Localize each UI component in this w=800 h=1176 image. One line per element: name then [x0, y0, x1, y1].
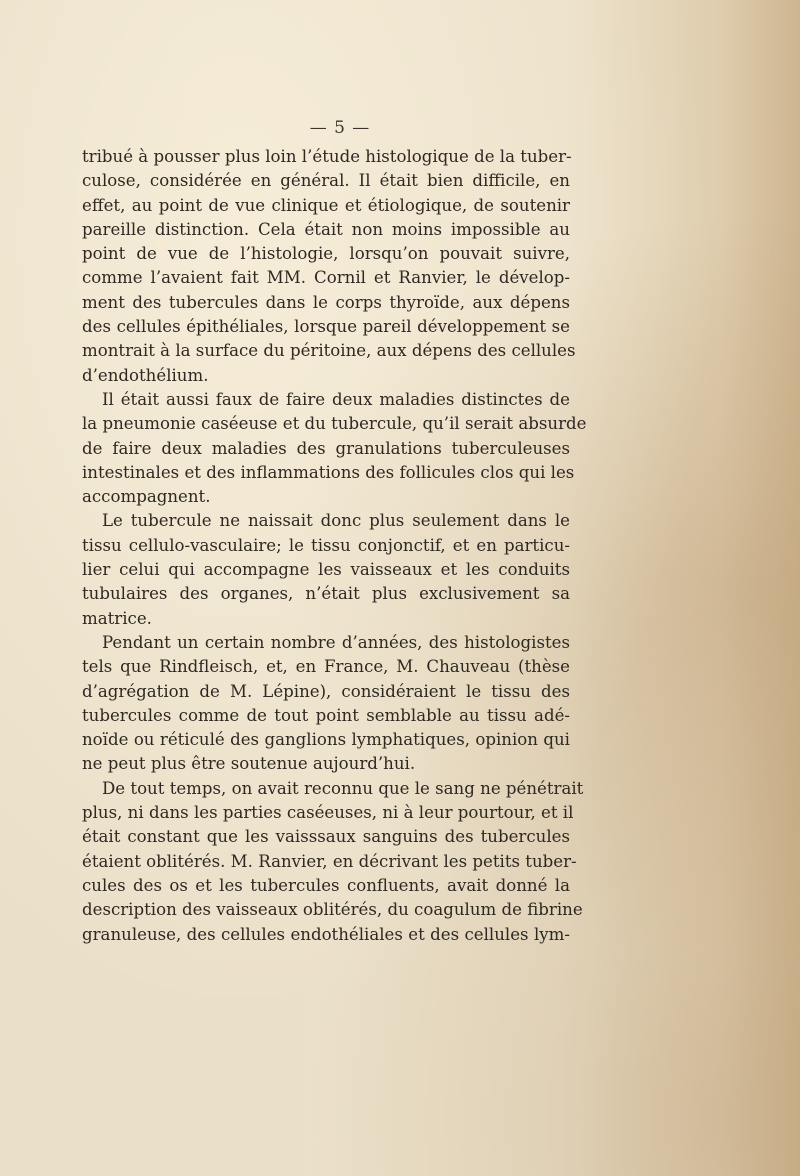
text-line: granuleuse, des cellules endothéliales et des cellules lym-: [82, 924, 570, 944]
text-line: étaient oblitérés. M. Ranvier, en décrivant les petits tuber-: [82, 851, 577, 871]
text-line: culose, considérée en général. Il était bien difficile, en: [82, 171, 570, 191]
text-line: De tout temps, on avait reconnu que le sang ne pénétrait: [102, 778, 584, 798]
text-line: tubercules comme de tout point semblable au tissu adé-: [82, 705, 570, 725]
text-line: Pendant un certain nombre d’années, des histologistes: [102, 632, 570, 652]
text-line: comme l’avaient fait MM. Cornil et Ranvier, le dévelop-: [82, 268, 570, 288]
text-line: noïde ou réticulé des ganglions lymphatiques, opinion qui: [82, 730, 570, 750]
text-line: d’agrégation de M. Lépine), considéraient le tissu des: [82, 681, 570, 701]
text-line: ment des tubercules dans le corps thyroïde, aux dépens: [82, 292, 570, 312]
text-line: Il était aussi faux de faire deux maladies distinctes de: [102, 389, 570, 409]
text-line: matrice.: [82, 608, 152, 628]
text-line: tubulaires des organes, n’était plus exclusivement sa: [82, 584, 570, 604]
text-line: de faire deux maladies des granulations tuberculeuses: [82, 438, 570, 458]
text-line: ne peut plus être soutenue aujourd’hui.: [82, 754, 416, 774]
text-line: effet, au point de vue clinique et étiologique, de soutenir: [82, 195, 570, 215]
text-line: accompagnent.: [82, 487, 211, 507]
text-line: la pneumonie caséeuse et du tubercule, qu’il serait absurde: [82, 414, 587, 434]
page-number: — 5 —: [309, 118, 371, 138]
text-line: description des vaisseaux oblitérés, du coagulum de fibrine: [82, 900, 583, 920]
text-line: tribué à pousser plus loin l’étude histologique de la tuber-: [82, 147, 572, 166]
text-line: intestinales et des inflammations des follicules clos qui les: [82, 462, 575, 482]
text-line: plus, ni dans les parties caséeuses, ni à leur pourtour, et il: [82, 803, 574, 823]
text-line: point de vue de l’histologie, lorsqu’on pouvait suivre,: [82, 244, 570, 264]
text-line: tels que Rindfleisch, et, en France, M. Chauveau (thèse: [82, 657, 570, 677]
text-line: cules des os et les tubercules confluents, avait donné la: [82, 875, 570, 895]
text-line: montrait à la surface du péritoine, aux dépens des cellules: [82, 341, 576, 361]
text-line: pareille distinction. Cela était non moins impossible au: [82, 219, 570, 239]
body-text: [82, 145, 587, 947]
text-line: des cellules épithéliales, lorsque pareil développement se: [82, 317, 570, 337]
text-line: d’endothélium.: [82, 365, 209, 385]
text-line: Le tubercule ne naissait donc plus seulement dans le: [102, 511, 570, 531]
text-line: lier celui qui accompagne les vaisseaux et les conduits: [82, 560, 570, 580]
text-line: tissu cellulo-vasculaire; le tissu conjonctif, et en particu-: [82, 535, 570, 555]
text-line: était constant que les vaisssaux sanguins des tubercules: [82, 827, 570, 847]
